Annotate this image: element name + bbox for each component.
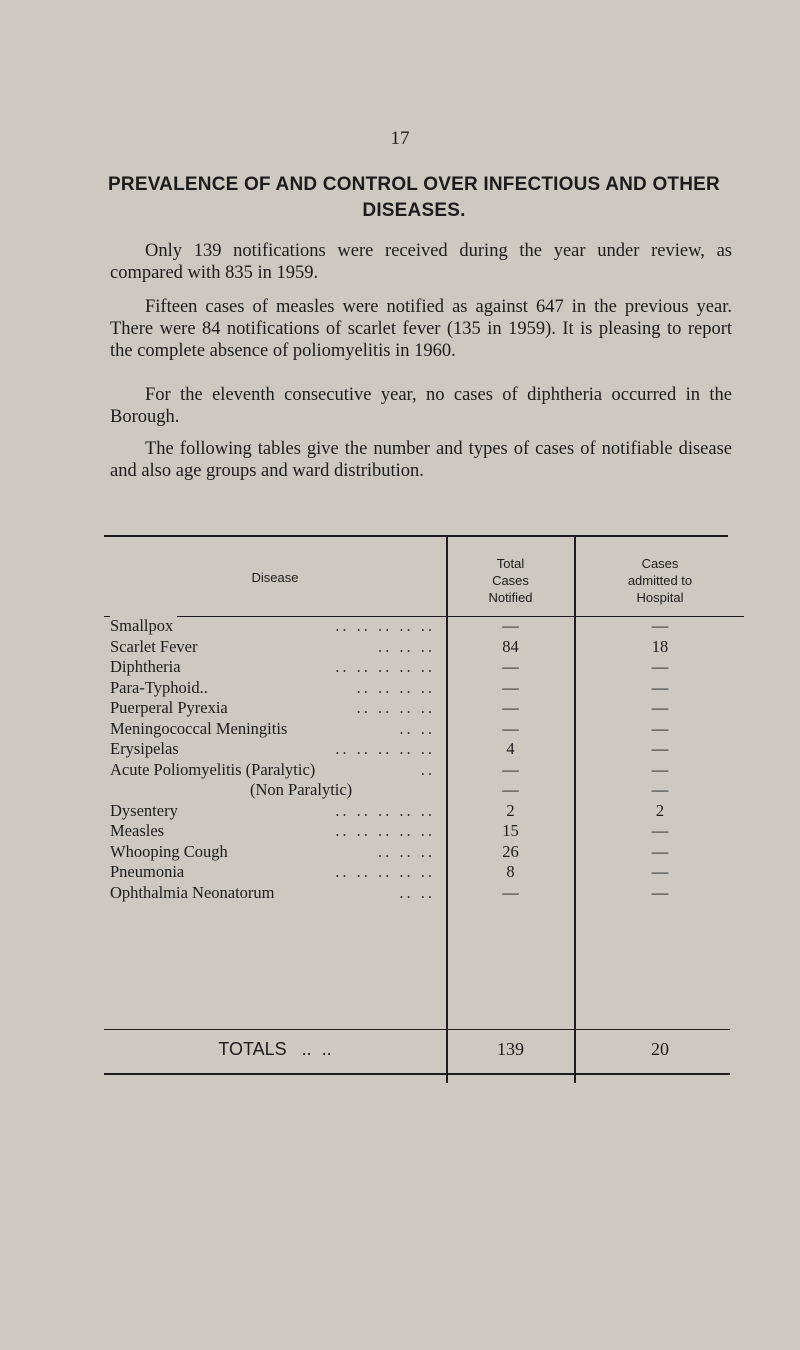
total-cell: 2 [506,800,515,820]
table-row: .. .. Meningococcal Meningitis [110,718,435,738]
paragraph-tables-intro: The following tables give the number and types of cases of notifiable disease and also age groups and ward distribution. [110,439,732,481]
table-row: .. Acute Poliomyelitis (Paralytic) [110,759,435,779]
table-row: .. .. Ophthalmia Neonatorum [110,882,435,902]
admitted-cell: — [651,739,669,758]
total-cell: — [502,616,519,635]
total-cell: — [502,677,519,697]
paragraph-notifications: Only 139 notifications were received during the year under review, as compared with 835 in 1959. [110,241,732,283]
table-row: .. .. .. .. .. Diphtheria [110,657,435,676]
table-row: .. .. .. .. Para-Typhoid.. [110,677,435,697]
notifiable-disease-table [104,535,744,1087]
paragraph-measles: Fifteen cases of measles were notified as against 647 in the previous year. There were 84 notifications of scarlet fever (135 in 1959). It is pleasing to report the complete absence of poliomyelitis in 1960. [110,297,732,361]
admitted-cell: — [651,718,669,738]
admitted-column [576,616,744,903]
table-row: .. .. .. .. .. Measles [110,821,435,840]
total-cell: — [502,780,519,799]
header-disease: Disease [251,570,299,585]
total-cell: — [502,759,519,779]
table-row: .. .. .. .. .. Smallpox [110,616,435,635]
disease-column [110,616,446,903]
admitted-cell: — [651,616,669,635]
total-cell: 8 [506,862,515,881]
admitted-cell: — [651,657,669,676]
admitted-cell: — [651,882,669,902]
table-totals-rule [104,1029,730,1030]
admitted-cell: — [651,677,669,697]
table-row: (Non Paralytic) [110,780,446,801]
table-row: .. .. .. .. .. Pneumonia [110,862,435,881]
admitted-cell: — [651,821,669,840]
page-heading: PREVALENCE OF AND CONTROL OVER INFECTIOUS AND OTHER DISEASES. [108,174,720,221]
total-cell: — [502,657,519,676]
table-row: .. .. .. Scarlet Fever [110,636,435,656]
table-bottom-rule [104,1073,730,1075]
admitted-cell: — [651,841,669,861]
page-number: 17 [390,128,410,149]
total-cell: 15 [502,821,519,840]
header-admitted: Cases admitted to Hospital [627,556,693,605]
total-cell: 84 [502,636,519,656]
admitted-cell: — [651,780,669,799]
table-row: .. .. .. .. .. Erysipelas [110,739,435,758]
admitted-cell: — [651,862,669,881]
total-cell: 4 [506,739,515,758]
table-row: .. .. .. .. .. Dysentery [110,800,435,820]
admitted-cell: 2 [655,800,665,820]
table-top-rule [104,535,728,537]
total-cell: — [502,882,519,902]
table-row: .. .. .. Whooping Cough [110,841,435,861]
table-row: .. .. .. .. Puerperal Pyrexia [110,698,435,717]
total-cases-column [447,616,574,903]
totals-label: TOTALS .. .. [218,1039,332,1059]
header-total-cases: Total Cases Notified [488,556,533,605]
total-cell: — [502,698,519,717]
admitted-cell: — [651,698,669,717]
totals-admitted: 20 [651,1039,669,1059]
total-cell: 26 [502,841,519,861]
admitted-cell: — [651,759,669,779]
paragraph-diphtheria: For the eleventh consecutive year, no cases of diphtheria occurred in the Borough. [110,385,732,427]
total-cell: — [502,718,519,738]
totals-total-cases: 139 [497,1039,524,1059]
admitted-cell: 18 [651,636,669,656]
